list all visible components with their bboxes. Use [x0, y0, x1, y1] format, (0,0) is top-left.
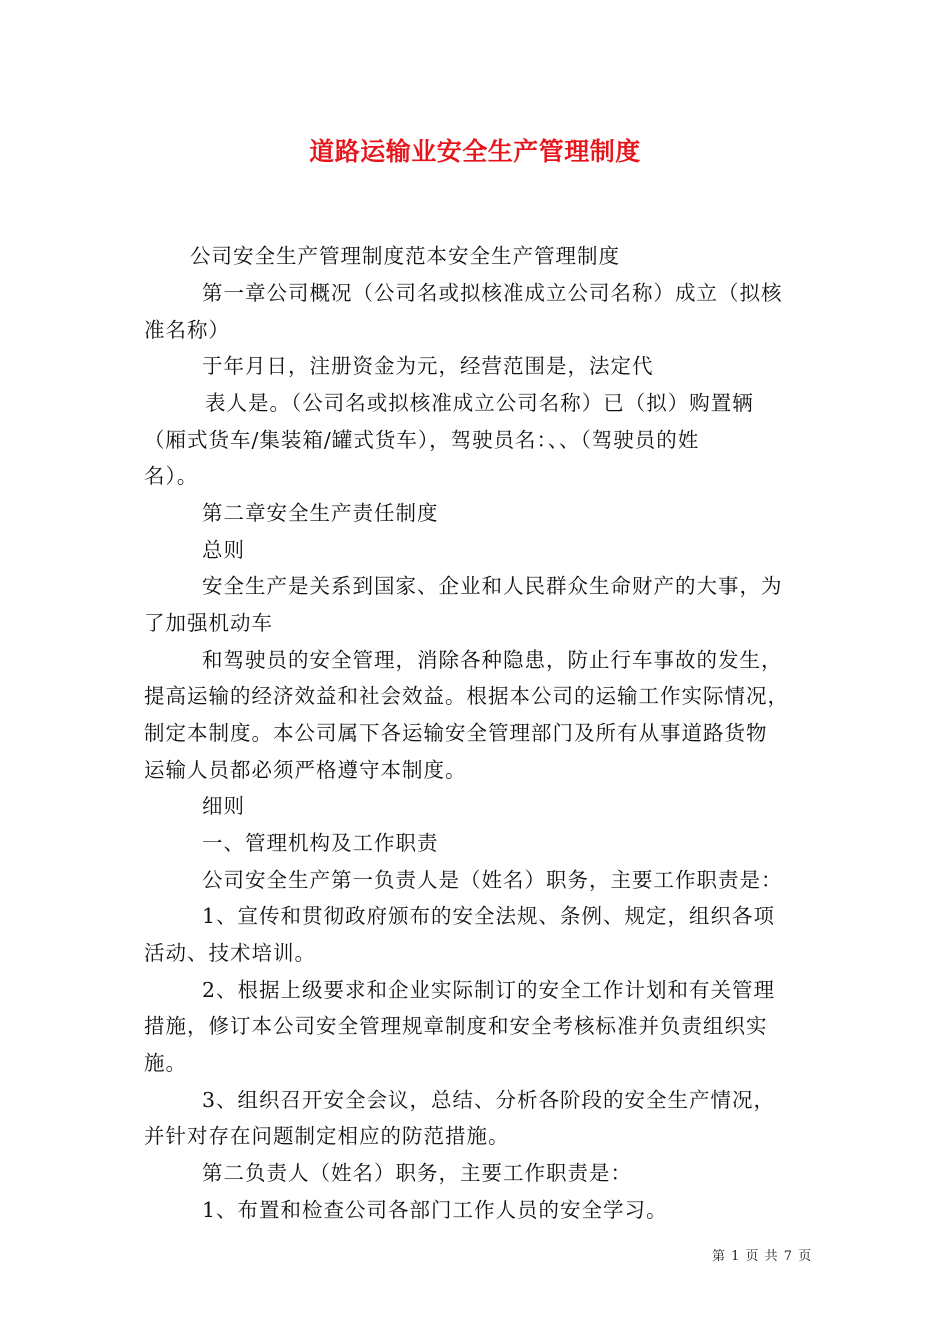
paragraph-line: 1、布置和检查公司各部门工作人员的安全学习。 [202, 1198, 668, 1222]
paragraph-line: 2、根据上级要求和企业实际制订的安全工作计划和有关管理 [202, 978, 776, 1002]
paragraph-line: 制定本制度。本公司属下各运输安全管理部门及所有从事道路货物 [144, 721, 768, 745]
paragraph-line: 施。 [144, 1051, 187, 1075]
paragraph-line: 表人是。（公司名或拟核准成立公司名称）已（拟）购置辆 [205, 391, 754, 415]
paragraph-line: 总则 [202, 538, 245, 562]
paragraph-line: 措施，修订本公司安全管理规章制度和安全考核标准并负责组织实 [144, 1014, 768, 1038]
paragraph-line: 3、组织召开安全会议，总结、分析各阶段的安全生产情况， [202, 1088, 776, 1112]
paragraph-line: 第二负责人（姓名）职务，主要工作职责是： [202, 1161, 632, 1185]
paragraph-line: 公司安全生产第一负责人是（姓名）职务，主要工作职责是： [202, 868, 783, 892]
paragraph-line: 第一章公司概况（公司名或拟核准成立公司名称）成立（拟核 [202, 281, 783, 305]
paragraph-line: 运输人员都必须严格遵守本制度。 [144, 758, 467, 782]
paragraph-line: 并针对存在问题制定相应的防范措施。 [144, 1124, 510, 1148]
paragraph-line: （厢式货车/集装箱/罐式货车），驾驶员名：、、（驾驶员的姓 [144, 428, 700, 452]
paragraph-line: 第二章安全生产责任制度 [202, 501, 439, 525]
paragraph-line: 细则 [202, 794, 245, 818]
paragraph-line: 一、管理机构及工作职责 [202, 831, 439, 855]
paragraph-line: 提高运输的经济效益和社会效益。根据本公司的运输工作实际情况， [144, 684, 789, 708]
paragraph-line: 公司安全生产管理制度范本安全生产管理制度 [190, 244, 620, 268]
paragraph-line: 和驾驶员的安全管理，消除各种隐患，防止行车事故的发生， [202, 648, 783, 672]
paragraph-line: 准名称） [144, 318, 230, 342]
page-number-footer: 第 1 页 共 7 页 [712, 1249, 813, 1264]
paragraph-line: 了加强机动车 [144, 611, 273, 635]
paragraph-line: 安全生产是关系到国家、企业和人民群众生命财产的大事，为 [202, 574, 783, 598]
paragraph-line: 于年月日，注册资金为元，经营范围是，法定代 [202, 354, 654, 378]
paragraph-line: 活动、技术培训。 [144, 941, 316, 965]
paragraph-line: 1、宣传和贯彻政府颁布的安全法规、条例、规定，组织各项 [202, 904, 776, 928]
document-title: 道路运输业安全生产管理制度 [309, 137, 641, 166]
paragraph-line: 名）。 [144, 464, 199, 488]
